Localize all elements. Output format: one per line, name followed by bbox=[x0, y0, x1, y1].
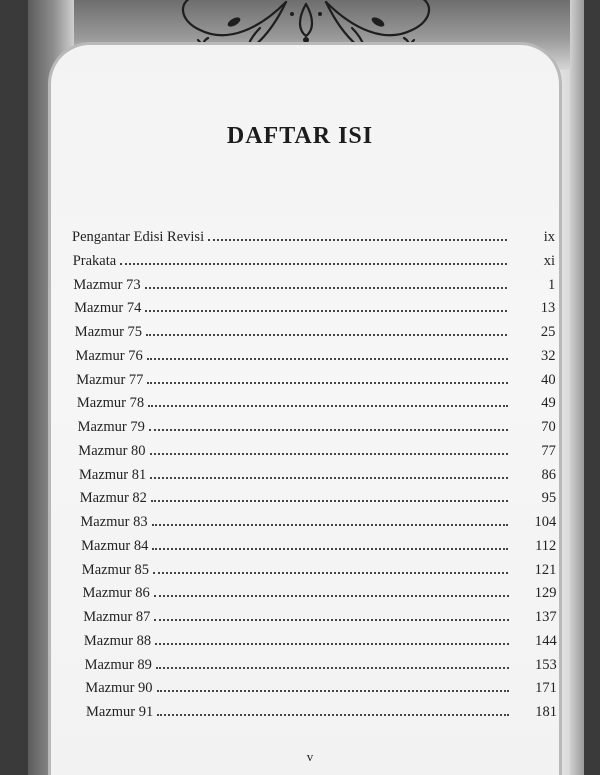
toc-entry-page-number: 95 bbox=[541, 490, 557, 507]
toc-entry-label: Mazmur 73 bbox=[73, 276, 141, 293]
toc-entry-label: Mazmur 90 bbox=[85, 680, 153, 697]
toc-entry bbox=[83, 582, 557, 602]
toc-entry-label: Mazmur 89 bbox=[84, 656, 152, 673]
toc-entry-label: Mazmur 85 bbox=[81, 561, 150, 578]
toc-entry bbox=[86, 701, 557, 721]
toc-entry-label: Prakata bbox=[72, 252, 117, 269]
toc-entry-page-number: 40 bbox=[541, 371, 556, 388]
toc-entry bbox=[80, 511, 556, 531]
dot-leader bbox=[152, 524, 509, 526]
toc-entry bbox=[74, 297, 555, 317]
dot-leader bbox=[148, 405, 508, 407]
toc-entry-label: Mazmur 74 bbox=[74, 300, 142, 317]
toc-entry-page-number: 1 bbox=[547, 276, 556, 293]
toc-entry bbox=[73, 274, 555, 294]
page-number: v bbox=[306, 749, 314, 764]
dot-leader bbox=[155, 643, 509, 645]
toc-entry-label: Mazmur 87 bbox=[83, 609, 151, 625]
toc-entry bbox=[78, 440, 556, 460]
toc-entry-page-number: 121 bbox=[534, 561, 557, 578]
toc-entry-page-number: 181 bbox=[535, 704, 557, 720]
toc-entry-page-number: 144 bbox=[534, 632, 557, 649]
toc-entry-label: Mazmur 76 bbox=[75, 347, 143, 364]
dot-leader bbox=[147, 382, 507, 384]
toc-entry-page-number: ix bbox=[543, 229, 555, 245]
toc-entry bbox=[85, 677, 557, 697]
dot-leader bbox=[149, 429, 508, 431]
toc-entry bbox=[78, 416, 556, 436]
toc-entry bbox=[81, 535, 556, 555]
toc-entry-page-number: 129 bbox=[534, 585, 557, 602]
dot-leader bbox=[208, 239, 507, 241]
toc-entry bbox=[72, 226, 555, 246]
toc-entry-page-number: 112 bbox=[535, 537, 557, 554]
toc-entry bbox=[76, 345, 556, 365]
toc-entry-page-number: 70 bbox=[541, 419, 556, 435]
toc-entry-page-number: xi bbox=[543, 252, 556, 269]
toc-entry bbox=[85, 654, 557, 674]
toc-entry-label: Pengantar Edisi Revisi bbox=[72, 229, 205, 245]
toc-entry-label: Mazmur 78 bbox=[76, 395, 145, 412]
toc-entry-page-number: 137 bbox=[534, 609, 557, 625]
toc-entry bbox=[84, 630, 557, 650]
toc-entry-label: Mazmur 75 bbox=[74, 324, 143, 340]
dot-leader bbox=[147, 358, 508, 360]
toc-entry-label: Mazmur 79 bbox=[77, 419, 145, 435]
dot-leader bbox=[145, 287, 508, 289]
toc-entry-page-number: 153 bbox=[535, 656, 557, 673]
dot-leader bbox=[156, 667, 509, 669]
toc-entry-page-number: 13 bbox=[540, 300, 556, 317]
toc-entry-label: Mazmur 84 bbox=[81, 537, 149, 554]
toc-entry-page-number: 25 bbox=[540, 324, 556, 340]
toc-entry bbox=[73, 250, 555, 270]
dot-leader bbox=[145, 310, 507, 312]
toc-entry-page-number: 32 bbox=[541, 347, 556, 364]
toc-entry-label: Mazmur 81 bbox=[79, 466, 147, 483]
dot-leader bbox=[151, 500, 508, 502]
dot-leader bbox=[157, 690, 509, 692]
dot-leader bbox=[153, 572, 508, 574]
dot-leader bbox=[152, 548, 508, 550]
toc-entry-label: Mazmur 83 bbox=[80, 514, 148, 530]
toc-entry bbox=[79, 464, 556, 484]
dot-leader bbox=[157, 714, 509, 716]
page-title: DAFTAR ISI bbox=[226, 123, 374, 149]
dot-leader bbox=[150, 477, 508, 479]
toc-entry bbox=[77, 392, 556, 412]
toc-entry-page-number: 104 bbox=[534, 514, 557, 530]
toc-entry-label: Mazmur 86 bbox=[82, 585, 150, 602]
toc-entry-label: Mazmur 82 bbox=[79, 490, 147, 507]
toc-entry bbox=[76, 369, 555, 389]
toc-entry-page-number: 171 bbox=[535, 680, 557, 697]
toc-entry bbox=[83, 606, 556, 626]
dot-leader bbox=[120, 263, 507, 265]
toc-entry-label: Mazmur 80 bbox=[78, 442, 146, 459]
toc-entry bbox=[75, 321, 556, 341]
dot-leader bbox=[150, 453, 508, 455]
dot-leader bbox=[154, 619, 508, 621]
dot-leader bbox=[146, 334, 507, 336]
toc-entry bbox=[82, 559, 557, 579]
toc-entry-page-number: 49 bbox=[541, 395, 556, 412]
dot-leader bbox=[154, 595, 509, 597]
toc-entry-label: Mazmur 91 bbox=[86, 704, 154, 720]
toc-entry-page-number: 77 bbox=[541, 442, 556, 459]
toc-entry bbox=[80, 487, 556, 507]
toc-entry-label: Mazmur 77 bbox=[76, 371, 144, 388]
toc-entry-label: Mazmur 88 bbox=[83, 632, 152, 649]
toc-entry-page-number: 86 bbox=[541, 466, 556, 483]
